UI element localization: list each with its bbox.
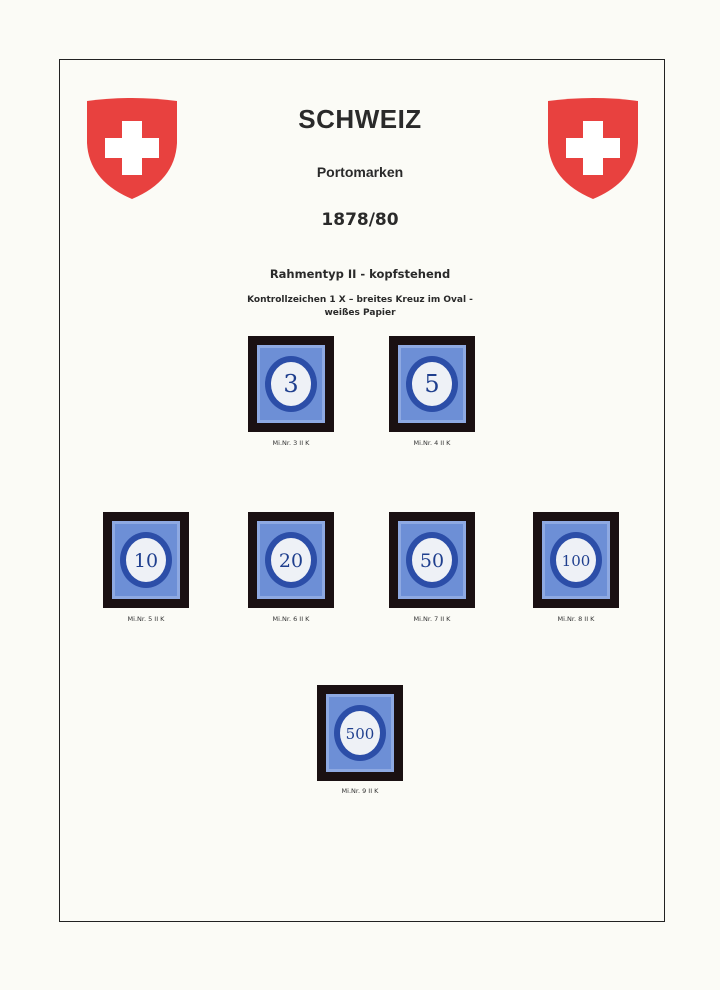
catalog-label: Mi.Nr. 5 II K	[127, 615, 165, 623]
stamp-mount	[389, 512, 475, 608]
catalog-label: Mi.Nr. 7 II K	[413, 615, 451, 623]
stamp-value: 3	[283, 370, 299, 398]
stamp-value: 10	[133, 550, 159, 572]
section-description	[0, 294, 720, 320]
stamp-mount	[103, 512, 189, 608]
stamp-value: 20	[278, 550, 304, 572]
catalog-label: Mi.Nr. 9 II K	[341, 787, 379, 795]
stamp-mount	[533, 512, 619, 608]
page-title: SCHWEIZ	[298, 104, 422, 134]
stamp-image	[398, 345, 466, 423]
stamp-image	[398, 521, 466, 599]
stamp-mount	[317, 685, 403, 781]
stamp-value: 5	[424, 370, 440, 398]
issue-years: 1878/80	[321, 210, 399, 230]
stamp-value: 100	[561, 552, 591, 570]
stamp-value: 500	[345, 725, 375, 743]
stamp-mount	[248, 336, 334, 432]
stamp-image	[112, 521, 180, 599]
section-title: Rahmentyp II - kopfstehend	[269, 267, 451, 281]
catalog-label: Mi.Nr. 3 II K	[272, 439, 310, 447]
stamp-mount	[389, 336, 475, 432]
catalog-label: Mi.Nr. 4 II K	[413, 439, 451, 447]
stamp-image	[542, 521, 610, 599]
stamp-mount	[248, 512, 334, 608]
stamp-image	[326, 694, 394, 772]
page-subtitle: Portomarken	[316, 164, 404, 180]
stamp-image	[257, 521, 325, 599]
stamp-image	[257, 345, 325, 423]
description-line-2: weißes Papier	[324, 308, 396, 318]
catalog-label: Mi.Nr. 6 II K	[272, 615, 310, 623]
description-line-1: Kontrollzeichen 1 X – breites Kreuz im Oval -	[247, 295, 473, 305]
catalog-label: Mi.Nr. 8 II K	[557, 615, 595, 623]
stamp-value: 50	[419, 550, 445, 572]
